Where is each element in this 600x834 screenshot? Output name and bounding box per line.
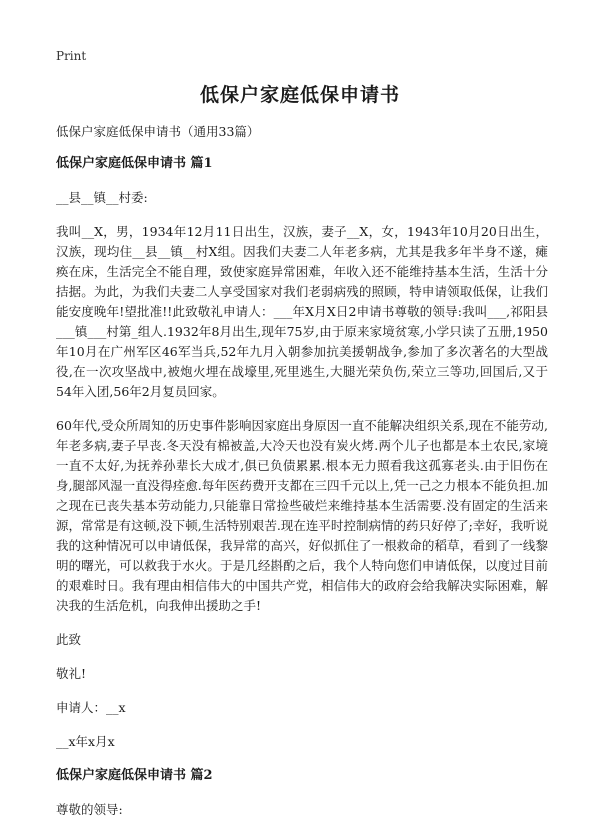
section-2-heading: 低保户家庭低保申请书 篇2 xyxy=(56,768,213,783)
section-1-paragraph-2: 60年代,受众所周知的历史事件影响因家庭出身原因一直不能解决组织关系,现在不能劳动,年老多病,妻子早丧.冬天没有棉被盖,大冷天也没有炭火烤.两个儿子也都是本土农民,家境一直不太好,为抚养孙辈长大成才,俱已负债累累.根本无力照看我这孤寡老头.由于旧伤在身,腿部风湿一直没得痊愈.每年医药费开支都在三四千元以上,凭一己之力根本不能负担.加之现在已丧失基本劳动能力,只能靠日常捡些破烂来维持基本生活需要.没有固定的生活来源，常常是有这顿,没下顿,生活特别艰苦.现在连平时控制病情的药只好停了;幸好，我听说我的这种情况可以申请低保，我异常的高兴，好似抓住了一根救命的稻草，看到了一线黎明的曙光，可以救我于水火。于是几经斟酌之后，我个人特向您们申请低保，以度过目前的艰难时日。我有理由相信伟大的中国共产党，相信伟大的政府会给我解决实际困难，解决我的生活危机，向我伸出援助之手! xyxy=(56,418,548,613)
document-content xyxy=(56,122,548,834)
section-1-paragraph-1: 我叫__X，男，1934年12月11日出生，汉族，妻子__X，女，1943年10月20日出生，汉族，现均住__县__镇__村X组。因我们夫妻二人年老多病，尤其是我多年半身不遂，瘫痪在床，生活完全不能自理，致使家庭异常困难，年收入还不能维持基本生活，生活十分拮据。为此，为我们夫妻二人享受国家对我们老弱病残的照顾，特申请领取低保，让我们能安度晚年!望批准!!此致敬礼申请人：___年X月X日2申请书尊敬的领导:我叫___,祁阳县___镇___村第_组人.1932年8月出生,现年75岁,由于原来家境贫寒,小学只读了五册,1950年10月在广州军区46军当兵,52年九月入朝参加抗美援朝战争,参加了多次著名的大型战役,在一次攻坚战中,被炮火埋在战壕里,死里逃生,大腿光荣负伤,荣立三等功,回国后,又于54年入团,56年2月复员回家。 xyxy=(56,224,548,399)
section-1-heading: 低保户家庭低保申请书 篇1 xyxy=(56,156,213,171)
applicant-line: 申请人：__x xyxy=(56,700,126,715)
closing-salutation: 此致 xyxy=(56,632,82,647)
section-2-greeting: 尊敬的领导: xyxy=(56,802,123,817)
date-line: __x年x月x xyxy=(56,734,115,749)
document-subtitle: 低保户家庭低保申请书（通用33篇） xyxy=(56,124,260,139)
print-label: Print xyxy=(56,49,87,63)
section-1-address: __县__镇__村委: xyxy=(56,190,148,205)
closing-regards: 敬礼! xyxy=(56,666,87,681)
page-title: 低保户家庭低保申请书 xyxy=(199,84,400,106)
